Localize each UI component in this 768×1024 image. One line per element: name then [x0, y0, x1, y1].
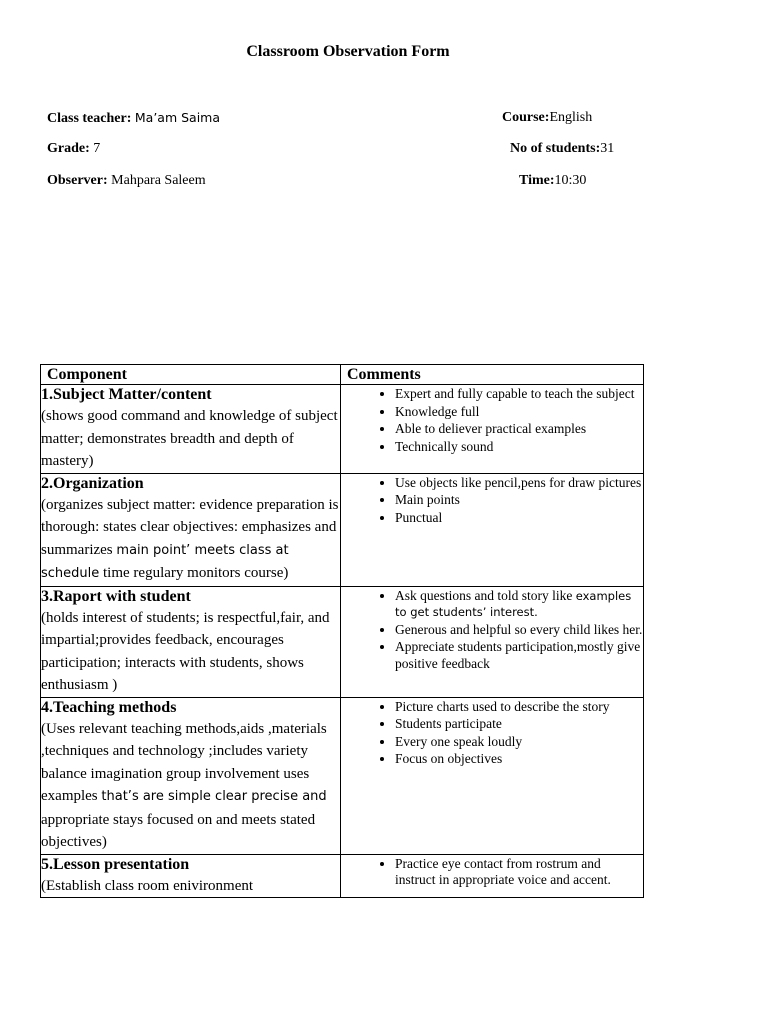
component-description: (Uses relevant teaching methods,aids ,materials ,techniques and technology ;includes variety balance imagination group involvement uses examples — [41, 720, 327, 804]
component-cell — [41, 586, 341, 697]
comments-cell — [341, 854, 644, 898]
component-description: (holds interest of students; is respectful,fair, and impartial;provides feedback, encourages participation; interacts with students, shows enthusiasm ) — [41, 609, 330, 693]
class-teacher-value: Ma’am Saima — [134, 110, 221, 125]
comment-item — [395, 588, 643, 621]
comment-text: Ask questions and told story like — [395, 587, 573, 603]
table-row — [41, 586, 644, 697]
comment-item: • Appreciate students participation,mostly give positive feedback — [395, 639, 643, 672]
comment-item: • Technically sound — [395, 439, 643, 456]
meta-row-observer — [47, 173, 647, 193]
grade-field — [47, 141, 100, 157]
comment-item: • Punctual — [395, 510, 643, 527]
table-row — [41, 697, 644, 854]
comment-item: • Practice eye contact from rostrum and instruct in appropriate voice and accent. — [395, 856, 643, 889]
component-cell — [41, 473, 341, 586]
course-field — [502, 110, 592, 126]
students-value: 31 — [600, 141, 615, 156]
table-row — [41, 854, 644, 898]
comment-item: • Generous and helpful so every child likes her. — [395, 622, 643, 639]
component-description-end: appropriate stays focused on and meets stated objectives) — [41, 811, 316, 850]
component-heading: 2.Organization — [41, 474, 144, 492]
table-row — [41, 473, 644, 586]
component-description-alt-font: that’s are simple clear precise and — [101, 789, 327, 804]
time-field — [519, 173, 586, 189]
comment-item: • Able to deliever practical examples — [395, 421, 643, 438]
component-description: (shows good command and knowledge of subject matter; demonstrates breadth and depth of mastery) — [41, 408, 338, 469]
component-cell — [41, 854, 341, 898]
time-value: 10:30 — [554, 173, 587, 188]
grade-label: Grade: — [47, 141, 90, 156]
component-heading: 3.Raport with student — [41, 587, 191, 605]
meta-row-teacher — [47, 110, 647, 130]
observation-table — [40, 364, 644, 898]
comment-item: • Main points — [395, 492, 643, 509]
class-teacher-label: Class teacher: — [47, 111, 132, 126]
component-heading: 4.Teaching methods — [41, 698, 177, 716]
component-heading: 5.Lesson presentation — [41, 855, 190, 873]
course-value: English — [549, 110, 593, 125]
table-header-row — [41, 365, 644, 385]
component-description: (Establish class room enivironment — [41, 877, 254, 894]
comments-cell — [341, 586, 644, 697]
component-description: (organizes subject matter: evidence preparation is thorough: states clear objectives: emphasizes and summarizes — [41, 496, 339, 558]
observer-label: Observer: — [47, 173, 108, 188]
component-header: Component — [41, 365, 341, 385]
comments-header: Comments — [341, 365, 644, 385]
comments-cell — [341, 473, 644, 586]
course-label: Course: — [502, 110, 550, 125]
students-label: No of students: — [510, 141, 601, 156]
comment-item: • Picture charts used to describe the story — [395, 699, 643, 716]
comment-item: • Students participate — [395, 716, 643, 733]
grade-value: 7 — [93, 141, 101, 156]
component-heading: 1.Subject Matter/content — [41, 386, 212, 403]
comments-cell — [341, 697, 644, 854]
time-label: Time: — [519, 173, 555, 188]
comment-item: • Use objects like pencil,pens for draw pictures — [395, 475, 643, 492]
observer-field — [47, 173, 206, 189]
comment-text-alt-font: examples to get students’ interest. — [395, 588, 632, 619]
comments-cell — [341, 385, 644, 474]
comment-item: • Expert and fully capable to teach the subject — [395, 386, 643, 403]
comment-item: • Focus on objectives — [395, 751, 643, 768]
component-cell — [41, 697, 341, 854]
component-cell — [41, 385, 341, 474]
students-field — [510, 141, 614, 157]
component-description-alt-font: main point’ meets class at schedule — [41, 542, 289, 581]
comment-item: • Knowledge full — [395, 404, 643, 421]
class-teacher-field — [47, 110, 220, 127]
table-row — [41, 385, 644, 474]
form-title: Classroom Observation Form — [246, 43, 450, 60]
observer-value: Mahpara Saleem — [111, 173, 206, 188]
comment-item: • Every one speak loudly — [395, 734, 643, 751]
component-description-end: time regulary monitors course) — [103, 565, 289, 581]
meta-row-grade — [47, 141, 647, 161]
